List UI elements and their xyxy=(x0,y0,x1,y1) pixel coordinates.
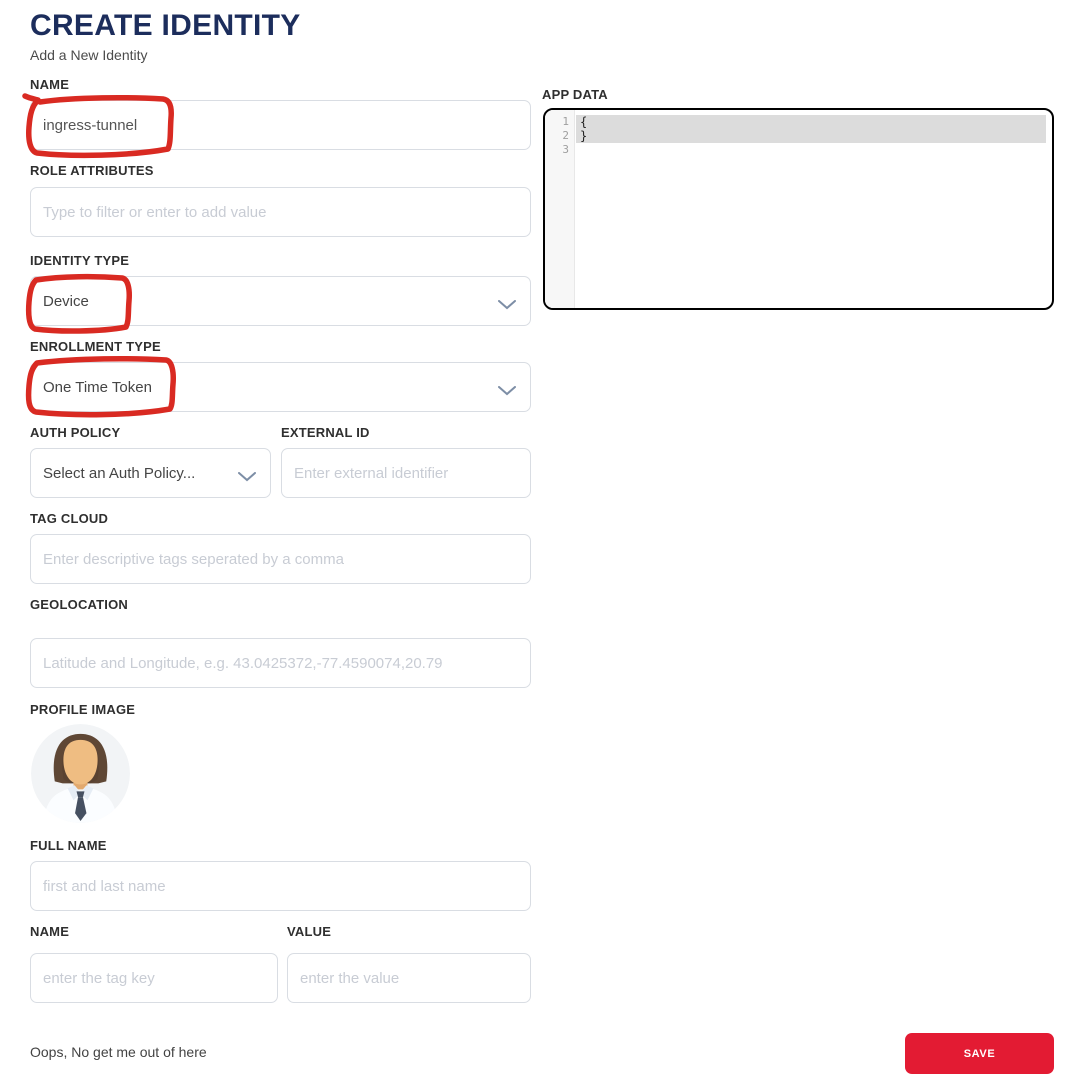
profile-image-avatar[interactable] xyxy=(31,724,130,823)
external-id-label: EXTERNAL ID xyxy=(281,425,370,440)
tag-value-input[interactable] xyxy=(287,953,531,1003)
profile-image-label: PROFILE IMAGE xyxy=(30,702,136,717)
app-data-code-editor[interactable] xyxy=(543,108,1054,310)
escape-link[interactable]: Oops, No get me out of here xyxy=(30,1044,207,1060)
name-label: NAME xyxy=(30,77,70,92)
editor-line xyxy=(545,115,1052,129)
full-name-label: FULL NAME xyxy=(30,838,107,853)
full-name-input[interactable] xyxy=(30,861,531,911)
line-number: 2 xyxy=(562,129,569,142)
tag-cloud-label: TAG CLOUD xyxy=(30,511,109,526)
editor-line xyxy=(545,129,1052,143)
chevron-down-icon xyxy=(238,469,256,486)
enrollment-type-value: One Time Token xyxy=(43,378,152,396)
line-number: 3 xyxy=(562,143,569,156)
external-id-input[interactable] xyxy=(281,448,531,498)
line-number: 1 xyxy=(562,115,569,128)
role-attributes-input[interactable] xyxy=(30,187,531,237)
save-button[interactable]: SAVE xyxy=(905,1033,1054,1074)
role-attributes-label: ROLE ATTRIBUTES xyxy=(30,163,154,178)
chevron-down-icon xyxy=(498,383,516,400)
enrollment-type-label: ENROLLMENT TYPE xyxy=(30,339,161,354)
identity-type-label: IDENTITY TYPE xyxy=(30,253,130,268)
page-title: CREATE IDENTITY xyxy=(30,9,301,42)
line-text xyxy=(576,143,1046,157)
tag-name-input[interactable] xyxy=(30,953,278,1003)
name-input[interactable] xyxy=(30,100,531,150)
auth-policy-label: AUTH POLICY xyxy=(30,425,121,440)
auth-policy-select[interactable] xyxy=(30,448,271,498)
identity-type-select[interactable] xyxy=(30,276,531,326)
auth-policy-value: Select an Auth Policy... xyxy=(43,464,196,482)
chevron-down-icon xyxy=(498,297,516,314)
avatar-man-icon xyxy=(31,724,130,823)
editor-line xyxy=(545,143,1052,157)
geolocation-input[interactable] xyxy=(30,638,531,688)
app-data-label: APP DATA xyxy=(542,87,608,102)
tag-cloud-input[interactable] xyxy=(30,534,531,584)
line-text: } xyxy=(576,129,1046,143)
enrollment-type-select[interactable] xyxy=(30,362,531,412)
identity-type-value: Device xyxy=(43,292,89,310)
geolocation-label: GEOLOCATION xyxy=(30,597,129,612)
tag-value-label: VALUE xyxy=(287,924,332,939)
line-text: { xyxy=(576,115,1046,129)
tag-name-label: NAME xyxy=(30,924,70,939)
page-subtitle: Add a New Identity xyxy=(30,47,148,63)
